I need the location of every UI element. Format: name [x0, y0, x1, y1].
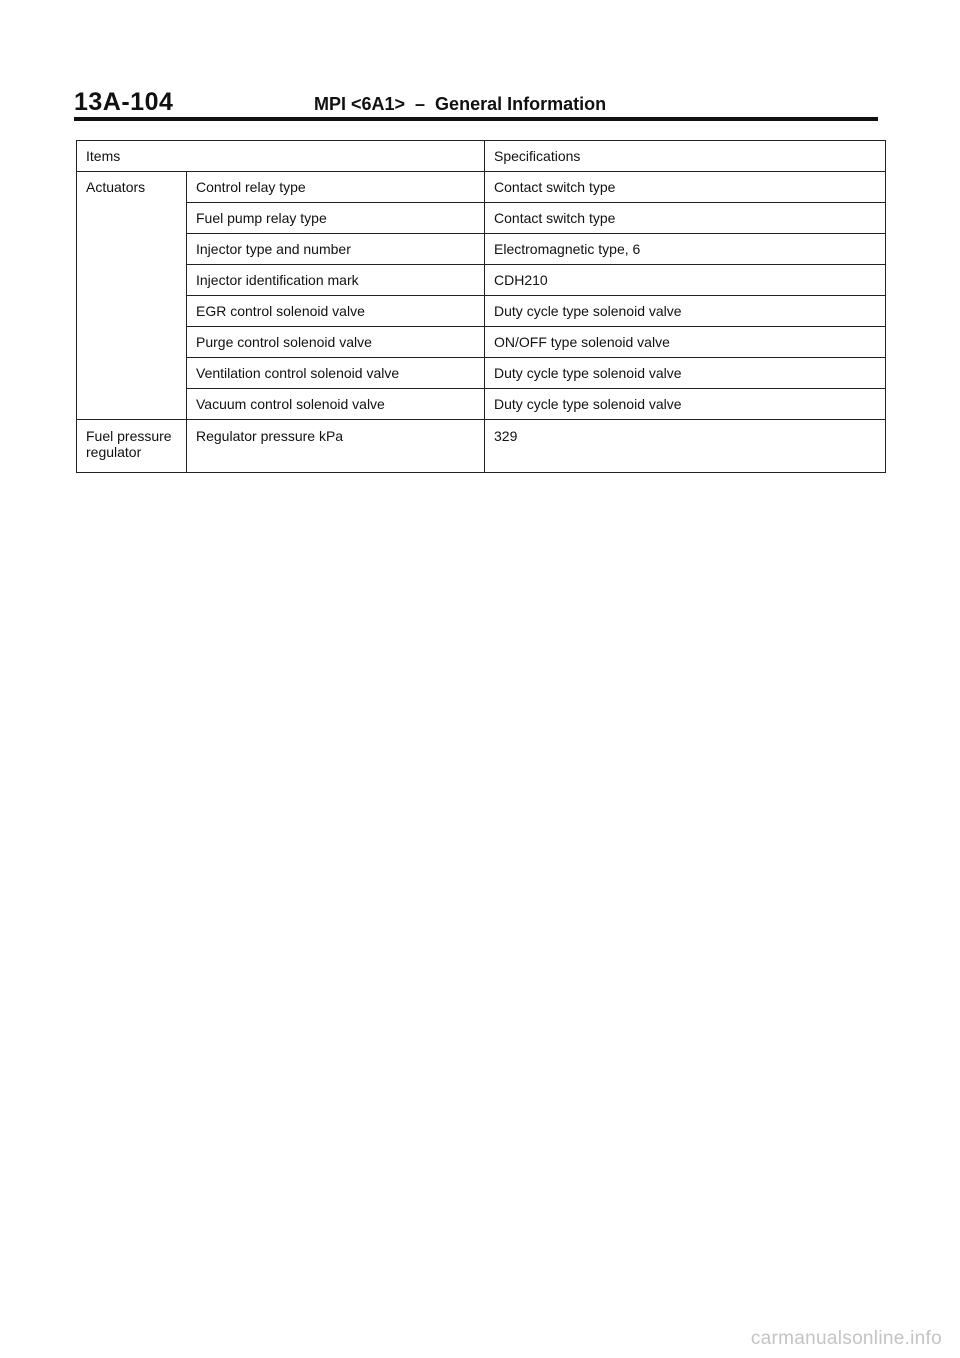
- table-row: [77, 172, 886, 203]
- spec-cell: ON/OFF type solenoid valve: [485, 327, 886, 358]
- table-header-row: [77, 141, 886, 172]
- spec-cell: Electromagnetic type, 6: [485, 234, 886, 265]
- group-label-actuators: Actuators: [77, 172, 187, 420]
- page-number: 13A-104: [74, 88, 174, 116]
- table-row: [77, 358, 886, 389]
- item-cell: Fuel pump relay type: [187, 203, 485, 234]
- group-label-fuel-pressure-regulator: Fuel pressure regulator: [77, 420, 187, 473]
- column-header-items: Items: [77, 141, 485, 172]
- item-cell: Injector type and number: [187, 234, 485, 265]
- item-cell: Injector identification mark: [187, 265, 485, 296]
- header-rule: [74, 117, 878, 121]
- table-row: [77, 420, 886, 473]
- column-header-specifications: Specifications: [485, 141, 886, 172]
- page-title: MPI <6A1> – General Information: [314, 94, 607, 114]
- item-cell: Control relay type: [187, 172, 485, 203]
- spec-cell: Duty cycle type solenoid valve: [485, 296, 886, 327]
- table-row: [77, 265, 886, 296]
- table-row: [77, 327, 886, 358]
- watermark: carmanualsonline.info: [750, 1328, 942, 1349]
- spec-cell: 329: [485, 420, 886, 473]
- item-cell: Vacuum control solenoid valve: [187, 389, 485, 420]
- table-row: [77, 296, 886, 327]
- table-row: [77, 234, 886, 265]
- item-cell: EGR control solenoid valve: [187, 296, 485, 327]
- table-row: [77, 389, 886, 420]
- spec-cell: CDH210: [485, 265, 886, 296]
- spec-cell: Contact switch type: [485, 203, 886, 234]
- item-cell: Purge control solenoid valve: [187, 327, 485, 358]
- table-row: [77, 203, 886, 234]
- spec-cell: Duty cycle type solenoid valve: [485, 358, 886, 389]
- spec-cell: Duty cycle type solenoid valve: [485, 389, 886, 420]
- specifications-table: [76, 140, 886, 473]
- page-header: [74, 88, 878, 120]
- spec-cell: Contact switch type: [485, 172, 886, 203]
- item-cell: Ventilation control solenoid valve: [187, 358, 485, 389]
- item-cell: Regulator pressure kPa: [187, 420, 485, 473]
